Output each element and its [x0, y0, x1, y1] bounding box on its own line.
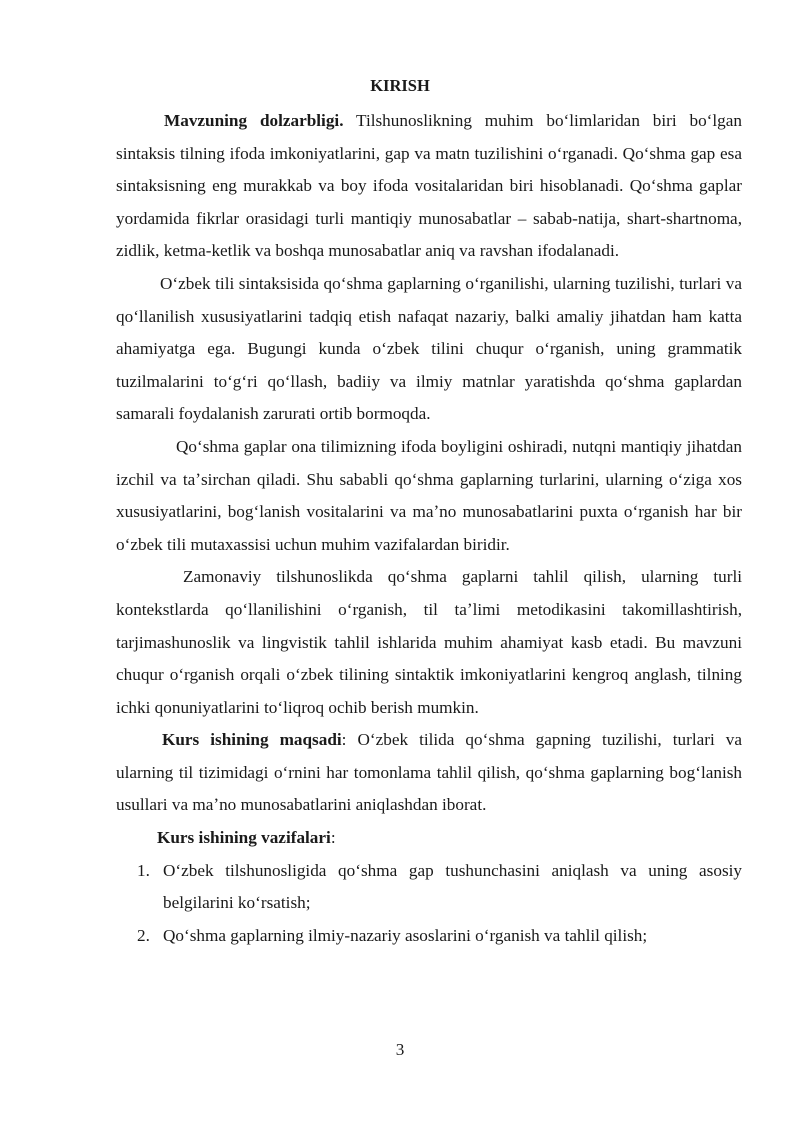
relevance-heading: Mavzuning dolzarbligi.	[164, 111, 344, 130]
paragraph-modern-linguistics: Zamonaviy tilshunoslikda qoʻshma gaplarni tahlil qilish, ularning turli kontekstlarda qoʻllanilishini oʻrganish, til taʼlimi metodikasini takomillashtirish, tarjimashunoslik va lingvistik tahlil ishlarida muhim ahamiyat kasb etadi. Bu mavzuni chuqur oʻrganish orqali oʻzbek tilining sintaktik imkoniyatlarini kengroq anglash, tilning ichki qonuniyatlarini toʻliqroq ochib berish mumkin.	[116, 567, 742, 717]
list-item-text: Oʻzbek tilshunosligida qoʻshma gap tushunchasini aniqlash va uning asosiy belgilarini koʻrsatish;	[163, 860, 742, 913]
tasks-heading: Kurs ishining vazifalari	[157, 828, 331, 848]
list-item-number: 1.	[137, 860, 150, 880]
list-item	[116, 920, 742, 953]
paragraph-syntax-study: Oʻzbek tili sintaksisida qoʻshma gaplarning oʻrganilishi, ularning tuzilishi, turlari va qoʻllanilish xususiyatlarini tadqiq etish nafaqat nazariy, balki amaliy jihatdan ham katta ahamiyatga ega. Bugungi kunda oʻzbek tilini chuqur oʻrganish, uning grammatik tuzilmalarini toʻgʻri qoʻllash, badiiy va ilmiy matnlar yaratishda qoʻshma gaplardan samarali foydalanish zarurati ortib bormoqda.	[116, 273, 742, 424]
goal-heading: Kurs ishining maqsadi	[162, 730, 342, 750]
page-number: 3	[395, 1040, 405, 1059]
paragraph-tasks-heading	[116, 822, 742, 855]
paragraph-relevance	[116, 105, 742, 268]
relevance-text: Tilshunoslikning muhim boʻlimlaridan biri boʻlgan sintaksis tilning ifoda imkoniyatlarini, gap va matn tuzilishini oʻrganadi. Qoʻshma gap esa sintaksisning eng murakkab va boy ifoda vositalaridan biri hisoblanadi. Qoʻshma gaplar yordamida fikrlar orasidagi turli mantiqiy munosabatlar – sabab-natija, shart-shartnoma, zidlik, ketma-ketlik va boshqa munosabatlar aniq va ravshan ifodalanadi.	[116, 111, 742, 261]
list-item	[116, 855, 742, 920]
section-title: KIRISH	[370, 76, 430, 95]
goal-text: : Oʻzbek tilida qoʻshma gapning tuzilishi, turlari va ularning til tizimidagi oʻrnini har tomonlama tahlil qilish, qoʻshma gaplarning bogʻlanish usullari va maʼno munosabatlarini aniqlashdan iborat.	[116, 730, 742, 815]
paragraph-goal	[116, 724, 742, 822]
paragraph-expressive-richness: Qoʻshma gaplar ona tilimizning ifoda boyligini oshiradi, nutqni mantiqiy jihatdan izchil va taʼsirchan qiladi. Shu sababli qoʻshma gaplarning turlarini, ularning oʻziga xos xususiyatlarini, bogʻlanish vositalarini va maʼno munosabatlarini puxta oʻrganish har bir oʻzbek tili mutaxassisi uchun muhim vazifalardan biridir.	[116, 436, 742, 554]
tasks-list	[116, 855, 742, 953]
tasks-heading-colon: :	[330, 828, 336, 848]
list-item-text: Qoʻshma gaplarning ilmiy-nazariy asoslarini oʻrganish va tahlil qilish;	[163, 925, 648, 945]
document-body	[116, 105, 742, 952]
list-item-number: 2.	[137, 925, 150, 945]
